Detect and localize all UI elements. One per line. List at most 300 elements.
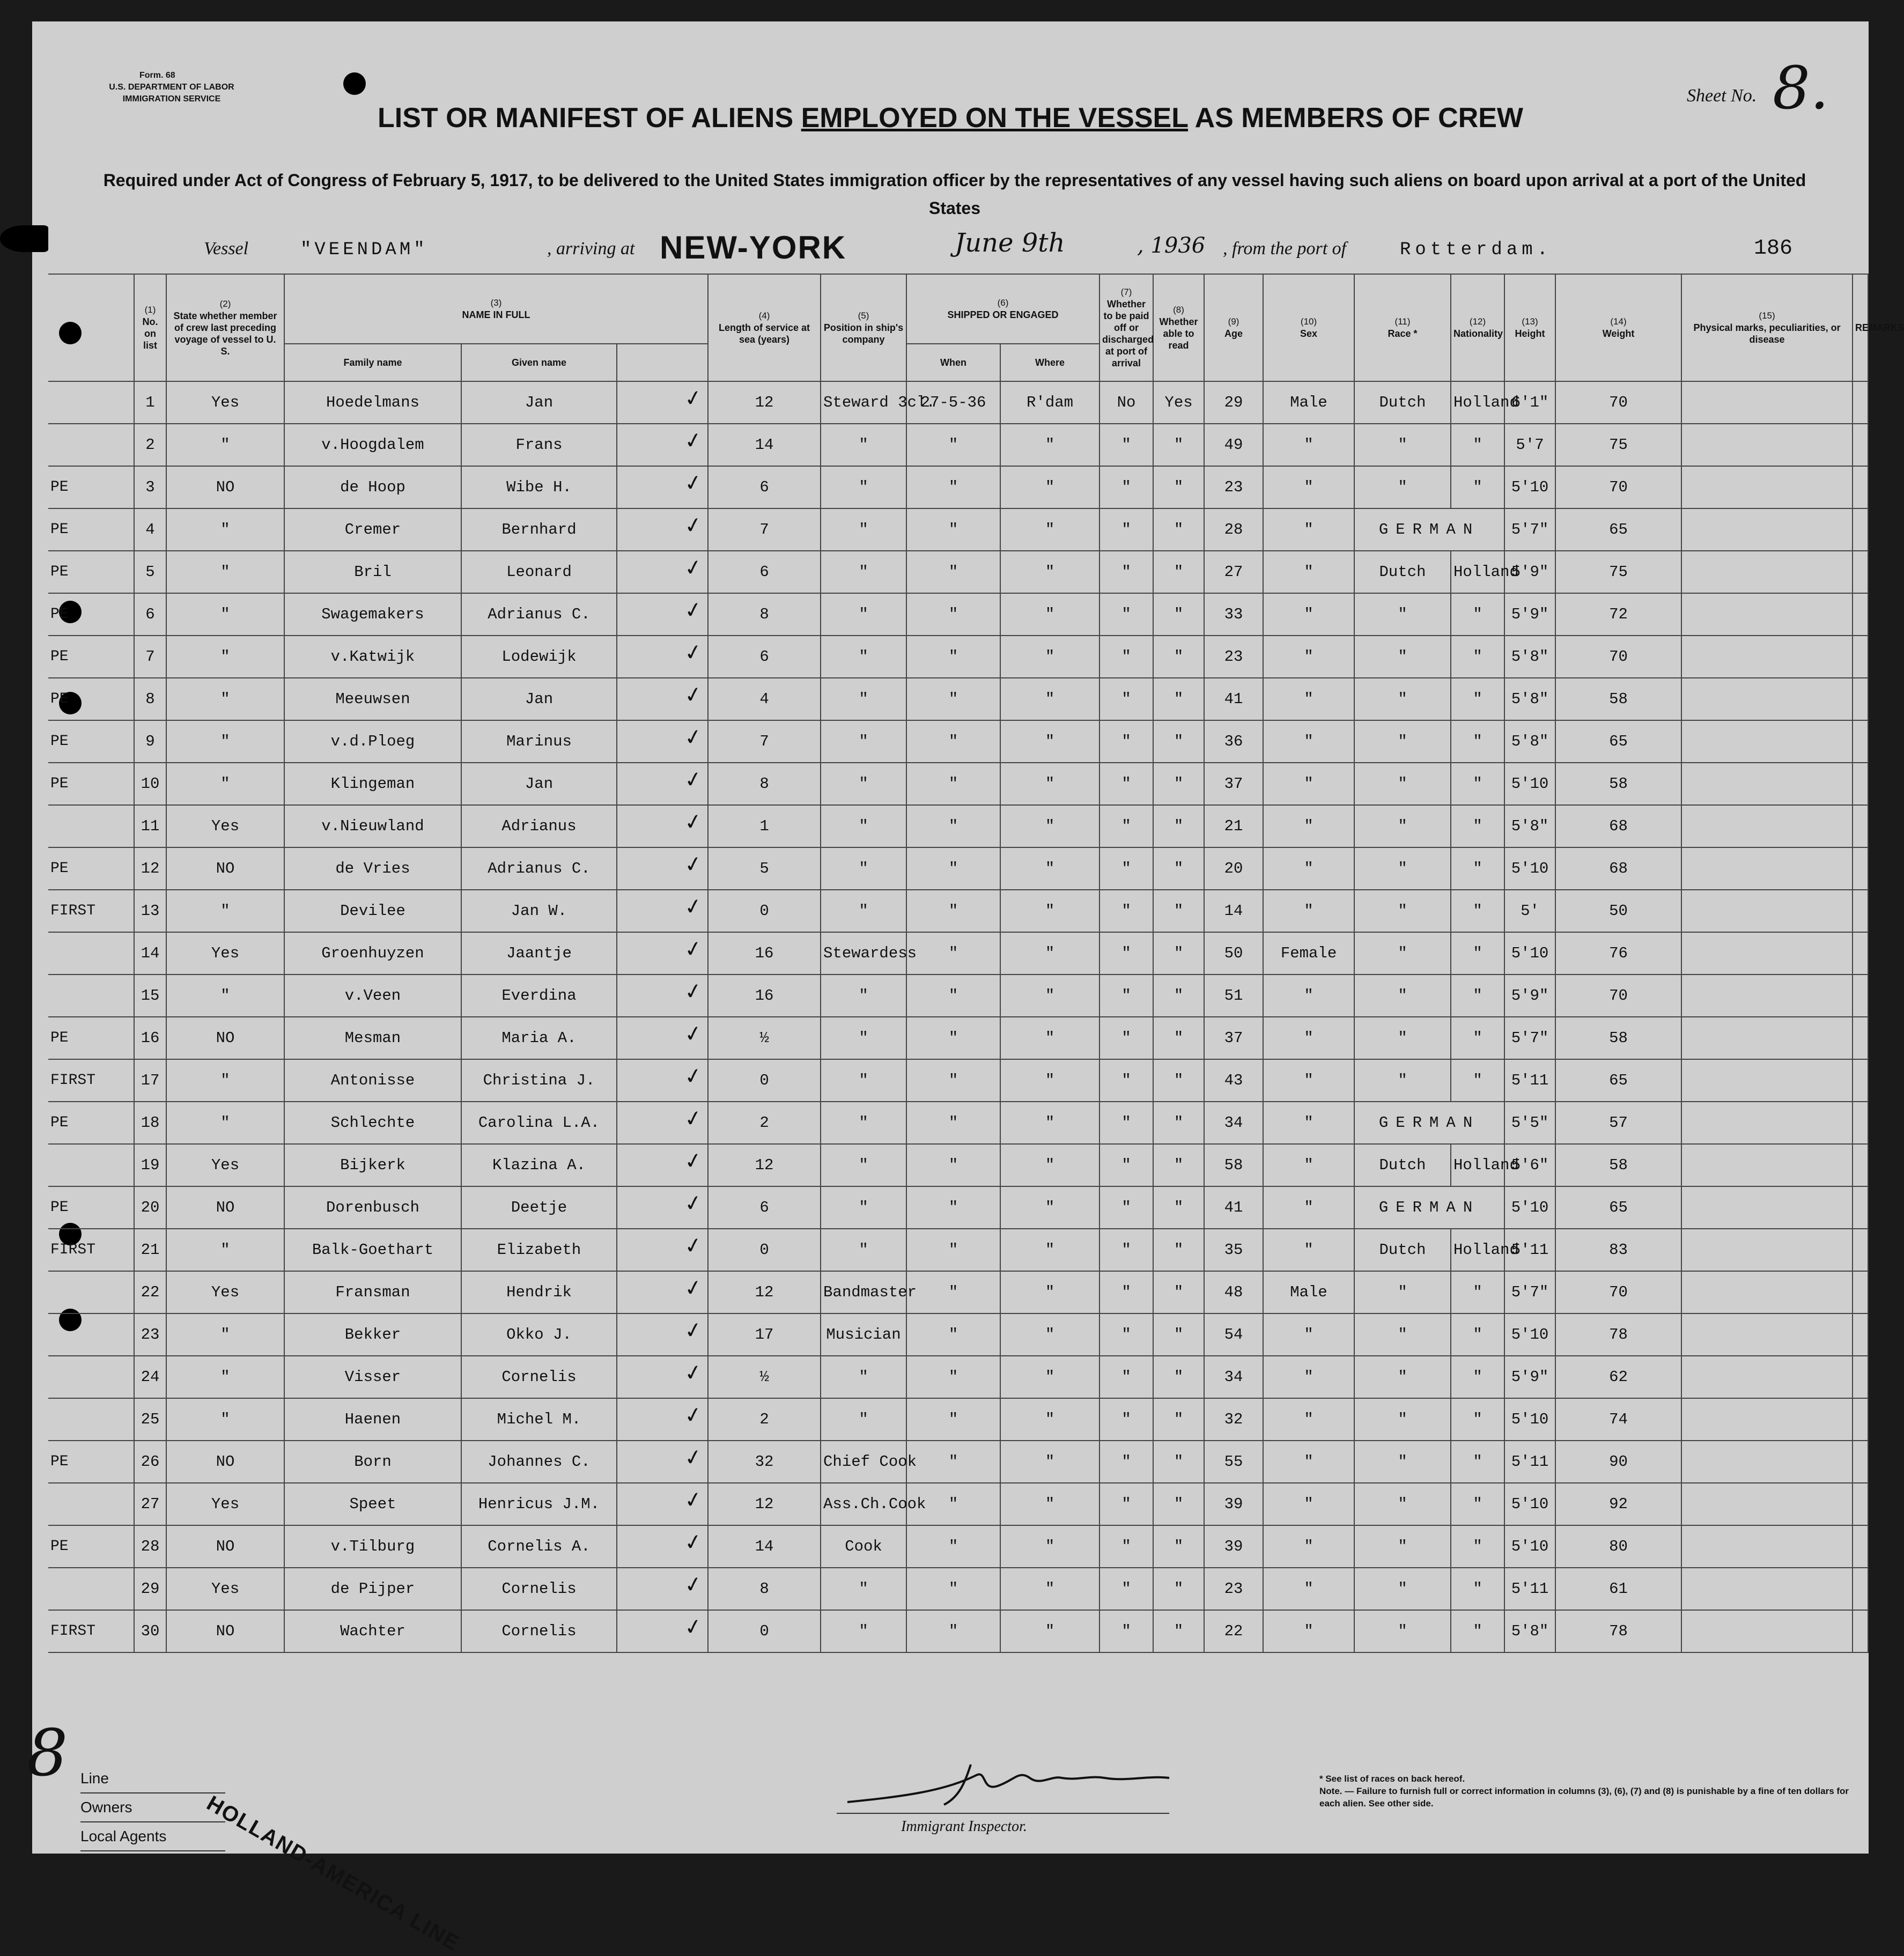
cell-weight: 75 (1555, 424, 1681, 466)
cell-prev: " (166, 1313, 284, 1356)
cell-no: 28 (134, 1525, 166, 1568)
cell-nationality: " (1451, 1610, 1504, 1652)
cell-read: " (1153, 1059, 1204, 1102)
cell-height: 5'7" (1504, 508, 1555, 551)
cell-sex: " (1263, 1313, 1354, 1356)
cell-position: " (821, 1568, 906, 1610)
cell-position: " (821, 1398, 906, 1441)
binding-mark (0, 225, 48, 252)
cell-remarks (1853, 1144, 1868, 1186)
col-header-11: (11) Race * (1354, 274, 1451, 381)
cell-weight: 70 (1555, 975, 1681, 1017)
cell-margin: FIRST (48, 1229, 134, 1271)
cell-paid: " (1099, 1271, 1153, 1313)
cell-read: " (1153, 424, 1204, 466)
table-row (48, 932, 1868, 975)
cell-sex: " (1263, 763, 1354, 805)
cell-when: " (906, 847, 1000, 890)
cell-given: Jan (461, 381, 617, 424)
cell-family: v.Tilburg (284, 1525, 461, 1568)
cell-where: " (1000, 1483, 1099, 1525)
col-header-13: (13) Height (1504, 274, 1555, 381)
cell-position: " (821, 1356, 906, 1398)
cell-service: 4 (708, 678, 821, 720)
cell-race: " (1354, 1313, 1451, 1356)
cell-race: " (1354, 1059, 1451, 1102)
cell-age: 33 (1204, 593, 1263, 636)
cell-age: 41 (1204, 1186, 1263, 1229)
cell-given: Leonard (461, 551, 617, 593)
cell-nationality: " (1451, 890, 1504, 932)
cell-height: 5'9" (1504, 975, 1555, 1017)
cell-family: Dorenbusch (284, 1186, 461, 1229)
cell-margin: FIRST (48, 1610, 134, 1652)
cell-read: " (1153, 1398, 1204, 1441)
cell-read: " (1153, 593, 1204, 636)
cell-weight: 65 (1555, 720, 1681, 763)
cell-no: 11 (134, 805, 166, 847)
check-mark-icon: ✓ (682, 1020, 704, 1048)
cell-race: " (1354, 636, 1451, 678)
from-label: , from the port of (1223, 239, 1347, 259)
cell-margin: PE (48, 1102, 134, 1144)
cell-position: " (821, 1144, 906, 1186)
cell-position: " (821, 1186, 906, 1229)
cell-prev: " (166, 720, 284, 763)
cell-weight: 78 (1555, 1313, 1681, 1356)
cell-check (617, 381, 708, 424)
table-row (48, 763, 1868, 805)
cell-no: 19 (134, 1144, 166, 1186)
cell-check (617, 1017, 708, 1059)
cell-race: " (1354, 890, 1451, 932)
title-part: AS MEMBERS OF CREW (1194, 102, 1524, 134)
cell-physical-marks (1681, 1610, 1853, 1652)
cell-weight: 65 (1555, 1059, 1681, 1102)
col-header-10: (10) Sex (1263, 274, 1354, 381)
cell-remarks (1853, 1313, 1868, 1356)
cell-where: " (1000, 1102, 1099, 1144)
cell-no: 22 (134, 1271, 166, 1313)
cell-margin: PE (48, 1441, 134, 1483)
cell-family: Haenen (284, 1398, 461, 1441)
cell-no: 9 (134, 720, 166, 763)
cell-race: " (1354, 466, 1451, 508)
check-mark-icon: ✓ (682, 1401, 704, 1429)
col-header-8: (8) Whether able to read (1153, 274, 1204, 381)
cell-paid: " (1099, 1525, 1153, 1568)
cell-paid: " (1099, 636, 1153, 678)
cell-when: " (906, 1102, 1000, 1144)
cell-physical-marks (1681, 1059, 1853, 1102)
check-mark-icon: ✓ (682, 1613, 704, 1641)
service-name: IMMIGRATION SERVICE (122, 94, 221, 104)
cell-weight: 70 (1555, 636, 1681, 678)
cell-sex: " (1263, 720, 1354, 763)
cell-given: Carolina L.A. (461, 1102, 617, 1144)
cell-read: " (1153, 847, 1204, 890)
cell-when: " (906, 1186, 1000, 1229)
cell-margin: FIRST (48, 1059, 134, 1102)
cell-margin (48, 381, 134, 424)
cell-race: Dutch (1354, 1144, 1451, 1186)
cell-height: 5'11 (1504, 1441, 1555, 1483)
cell-physical-marks (1681, 1144, 1853, 1186)
table-row (48, 551, 1868, 593)
cell-physical-marks (1681, 890, 1853, 932)
cell-remarks (1853, 678, 1868, 720)
cell-prev: Yes (166, 1271, 284, 1313)
cell-remarks (1853, 551, 1868, 593)
cell-position: " (821, 847, 906, 890)
cell-height: 5'10 (1504, 1525, 1555, 1568)
check-mark-icon: ✓ (682, 935, 704, 963)
table-row (48, 424, 1868, 466)
cell-physical-marks (1681, 1186, 1853, 1229)
cell-paid: " (1099, 1441, 1153, 1483)
check-mark-icon: ✓ (682, 1105, 704, 1133)
cell-margin (48, 1271, 134, 1313)
cell-age: 36 (1204, 720, 1263, 763)
cell-given: Marinus (461, 720, 617, 763)
cell-no: 18 (134, 1102, 166, 1144)
cell-read: " (1153, 1186, 1204, 1229)
cell-check (617, 1610, 708, 1652)
cell-paid: " (1099, 1356, 1153, 1398)
cell-race: GERMAN (1354, 1186, 1504, 1229)
cell-age: 23 (1204, 1568, 1263, 1610)
cell-service: 7 (708, 508, 821, 551)
cell-paid: " (1099, 1059, 1153, 1102)
cell-physical-marks (1681, 1102, 1853, 1144)
cell-no: 2 (134, 424, 166, 466)
check-mark-icon: ✓ (682, 851, 704, 879)
cell-where: " (1000, 1271, 1099, 1313)
cell-check (617, 636, 708, 678)
cell-check (617, 508, 708, 551)
cell-no: 3 (134, 466, 166, 508)
cell-nationality: " (1451, 932, 1504, 975)
cell-margin (48, 1144, 134, 1186)
cell-remarks (1853, 381, 1868, 424)
cell-nationality: " (1451, 1271, 1504, 1313)
cell-service: 8 (708, 1568, 821, 1610)
cell-service: 12 (708, 1483, 821, 1525)
cell-paid: " (1099, 805, 1153, 847)
col-header-9: (9) Age (1204, 274, 1263, 381)
cell-sex: " (1263, 1483, 1354, 1525)
cell-age: 28 (1204, 508, 1263, 551)
cell-given: Michel M. (461, 1398, 617, 1441)
cell-no: 5 (134, 551, 166, 593)
cell-family: v.d.Ploeg (284, 720, 461, 763)
cell-service: 6 (708, 466, 821, 508)
cell-service: 6 (708, 551, 821, 593)
col-header-7: (7) Whether to be paid off or discharged at port of arrival (1099, 274, 1153, 381)
cell-read: " (1153, 1610, 1204, 1652)
cell-race: " (1354, 424, 1451, 466)
cell-when: " (906, 551, 1000, 593)
cell-weight: 58 (1555, 1017, 1681, 1059)
cell-age: 55 (1204, 1441, 1263, 1483)
cell-prev: " (166, 508, 284, 551)
arrival-year: , 1936 (1137, 233, 1206, 258)
cell-nationality: " (1451, 1313, 1504, 1356)
cell-position: " (821, 1610, 906, 1652)
table-row (48, 1356, 1868, 1398)
check-mark-icon: ✓ (682, 1444, 704, 1472)
cell-check (617, 1102, 708, 1144)
cell-paid: " (1099, 1568, 1153, 1610)
cell-service: 12 (708, 381, 821, 424)
cell-check (617, 1441, 708, 1483)
cell-age: 21 (1204, 805, 1263, 847)
cell-given: Adrianus (461, 805, 617, 847)
cell-paid: " (1099, 593, 1153, 636)
cell-weight: 92 (1555, 1483, 1681, 1525)
cell-check (617, 720, 708, 763)
cell-sex: " (1263, 1398, 1354, 1441)
cell-physical-marks (1681, 1525, 1853, 1568)
cell-service: 7 (708, 720, 821, 763)
cell-family: de Hoop (284, 466, 461, 508)
cell-physical-marks (1681, 720, 1853, 763)
check-mark-icon: ✓ (682, 978, 704, 1006)
cell-weight: 50 (1555, 890, 1681, 932)
cell-height: 5'10 (1504, 847, 1555, 890)
col-header-check (617, 344, 708, 381)
cell-nationality: " (1451, 975, 1504, 1017)
cell-prev: " (166, 424, 284, 466)
cell-paid: " (1099, 508, 1153, 551)
cell-where: " (1000, 1229, 1099, 1271)
cell-nationality: " (1451, 805, 1504, 847)
table-row (48, 1017, 1868, 1059)
cell-position: " (821, 1229, 906, 1271)
cell-paid: " (1099, 847, 1153, 890)
cell-position: " (821, 1102, 906, 1144)
cell-position: " (821, 805, 906, 847)
cell-position: " (821, 763, 906, 805)
cell-check (617, 424, 708, 466)
cell-race: " (1354, 805, 1451, 847)
cell-weight: 70 (1555, 381, 1681, 424)
cell-age: 49 (1204, 424, 1263, 466)
cell-when: " (906, 1144, 1000, 1186)
subtitle: Required under Act of Congress of February 5, 1917, to be delivered to the United States immigration officer by the representatives of any vessel having such aliens on board upon arrival at a port of the United States (103, 171, 1806, 218)
arrival-port: NEW-YORK (660, 230, 847, 265)
cell-race: GERMAN (1354, 1102, 1504, 1144)
cell-where: " (1000, 975, 1099, 1017)
cell-paid: " (1099, 424, 1153, 466)
cell-physical-marks (1681, 1313, 1853, 1356)
cell-nationality: " (1451, 593, 1504, 636)
cell-paid: " (1099, 466, 1153, 508)
cell-when: " (906, 1229, 1000, 1271)
cell-prev: NO (166, 1525, 284, 1568)
crew-rows (48, 381, 1868, 1652)
cell-given: Jaantje (461, 932, 617, 975)
cell-service: 2 (708, 1398, 821, 1441)
cell-height: 5'6" (1504, 1144, 1555, 1186)
cell-service: 32 (708, 1441, 821, 1483)
cell-when: " (906, 805, 1000, 847)
sheet-label: Sheet No. (1687, 86, 1757, 106)
cell-given: Cornelis (461, 1356, 617, 1398)
table-row (48, 1398, 1868, 1441)
cell-given: Bernhard (461, 508, 617, 551)
cell-when: " (906, 1017, 1000, 1059)
cell-check (617, 1398, 708, 1441)
cell-race: Dutch (1354, 1229, 1451, 1271)
cell-height: 5'9" (1504, 593, 1555, 636)
cell-family: Bijkerk (284, 1144, 461, 1186)
cell-service: 6 (708, 1186, 821, 1229)
cell-prev: NO (166, 1441, 284, 1483)
cell-remarks (1853, 932, 1868, 975)
cell-check (617, 1059, 708, 1102)
cell-prev: Yes (166, 381, 284, 424)
cell-when: " (906, 1610, 1000, 1652)
cell-physical-marks (1681, 1483, 1853, 1525)
cell-no: 20 (134, 1186, 166, 1229)
cell-race: " (1354, 678, 1451, 720)
check-mark-icon: ✓ (682, 1190, 704, 1217)
cell-service: 0 (708, 1610, 821, 1652)
cell-family: Wachter (284, 1610, 461, 1652)
cell-margin (48, 805, 134, 847)
check-mark-icon: ✓ (682, 554, 704, 582)
cell-weight: 70 (1555, 1271, 1681, 1313)
cell-no: 21 (134, 1229, 166, 1271)
cell-height: 5'11 (1504, 1229, 1555, 1271)
cell-position: Bandmaster (821, 1271, 906, 1313)
cell-prev: " (166, 678, 284, 720)
cell-read: " (1153, 932, 1204, 975)
cell-sex: " (1263, 466, 1354, 508)
cell-weight: 76 (1555, 932, 1681, 975)
cell-when: " (906, 1059, 1000, 1102)
cell-read: " (1153, 890, 1204, 932)
cell-read: " (1153, 1313, 1204, 1356)
cell-race: " (1354, 1525, 1451, 1568)
cell-race: GERMAN (1354, 508, 1504, 551)
cell-check (617, 1356, 708, 1398)
title-part: EMPLOYED ON THE VESSEL (801, 102, 1189, 134)
cell-family: v.Nieuwland (284, 805, 461, 847)
cell-read: " (1153, 763, 1204, 805)
cell-when: " (906, 975, 1000, 1017)
cell-where: " (1000, 1568, 1099, 1610)
cell-physical-marks (1681, 1271, 1853, 1313)
cell-weight: 58 (1555, 1144, 1681, 1186)
cell-weight: 58 (1555, 678, 1681, 720)
cell-margin (48, 975, 134, 1017)
cell-read: " (1153, 1271, 1204, 1313)
cell-check (617, 805, 708, 847)
check-mark-icon: ✓ (682, 639, 704, 667)
cell-given: Jan (461, 763, 617, 805)
cell-given: Lodewijk (461, 636, 617, 678)
cell-age: 37 (1204, 763, 1263, 805)
cell-family: Groenhuyzen (284, 932, 461, 975)
cell-margin (48, 1568, 134, 1610)
cell-family: Balk-Goethart (284, 1229, 461, 1271)
cell-service: 1 (708, 805, 821, 847)
cell-margin: PE (48, 466, 134, 508)
cell-paid: " (1099, 1313, 1153, 1356)
cell-age: 41 (1204, 678, 1263, 720)
cell-weight: 68 (1555, 847, 1681, 890)
cell-prev: NO (166, 847, 284, 890)
cell-physical-marks (1681, 678, 1853, 720)
cell-where: " (1000, 593, 1099, 636)
cell-check (617, 1525, 708, 1568)
cell-race: " (1354, 1441, 1451, 1483)
cell-weight: 65 (1555, 1186, 1681, 1229)
cell-where: " (1000, 805, 1099, 847)
cell-physical-marks (1681, 1441, 1853, 1483)
cell-where: " (1000, 1017, 1099, 1059)
cell-when: " (906, 636, 1000, 678)
cell-family: Schlechte (284, 1102, 461, 1144)
cell-no: 25 (134, 1398, 166, 1441)
check-mark-icon: ✓ (682, 724, 704, 751)
cell-no: 26 (134, 1441, 166, 1483)
cell-prev: Yes (166, 1568, 284, 1610)
cell-margin: PE (48, 1017, 134, 1059)
cell-age: 29 (1204, 381, 1263, 424)
cell-remarks (1853, 847, 1868, 890)
cell-height: 5'11 (1504, 1568, 1555, 1610)
cell-where: " (1000, 1356, 1099, 1398)
check-mark-icon: ✓ (682, 893, 704, 921)
table-row (48, 1144, 1868, 1186)
cell-nationality: " (1451, 1017, 1504, 1059)
cell-weight: 90 (1555, 1441, 1681, 1483)
cell-given: Adrianus C. (461, 847, 617, 890)
cell-family: Devilee (284, 890, 461, 932)
check-mark-icon: ✓ (682, 1274, 704, 1302)
cell-no: 15 (134, 975, 166, 1017)
cell-age: 54 (1204, 1313, 1263, 1356)
cell-where: " (1000, 932, 1099, 975)
cell-margin: PE (48, 678, 134, 720)
cell-no: 16 (134, 1017, 166, 1059)
cell-height: 5'8" (1504, 1610, 1555, 1652)
punch-hole (343, 72, 366, 95)
cell-weight: 78 (1555, 1610, 1681, 1652)
cell-family: Bril (284, 551, 461, 593)
cell-check (617, 466, 708, 508)
cell-no: 27 (134, 1483, 166, 1525)
cell-physical-marks (1681, 508, 1853, 551)
cell-family: Mesman (284, 1017, 461, 1059)
cell-weight: 70 (1555, 466, 1681, 508)
cell-check (617, 1271, 708, 1313)
cell-paid: " (1099, 1483, 1153, 1525)
cell-prev: " (166, 1102, 284, 1144)
cell-position: " (821, 1059, 906, 1102)
cell-check (617, 1144, 708, 1186)
cell-weight: 65 (1555, 508, 1681, 551)
cell-service: 14 (708, 424, 821, 466)
cell-margin (48, 424, 134, 466)
cell-prev: NO (166, 1186, 284, 1229)
cell-prev: " (166, 1059, 284, 1102)
col-header-14: (14) Weight (1555, 274, 1681, 381)
check-mark-icon: ✓ (682, 1571, 704, 1599)
